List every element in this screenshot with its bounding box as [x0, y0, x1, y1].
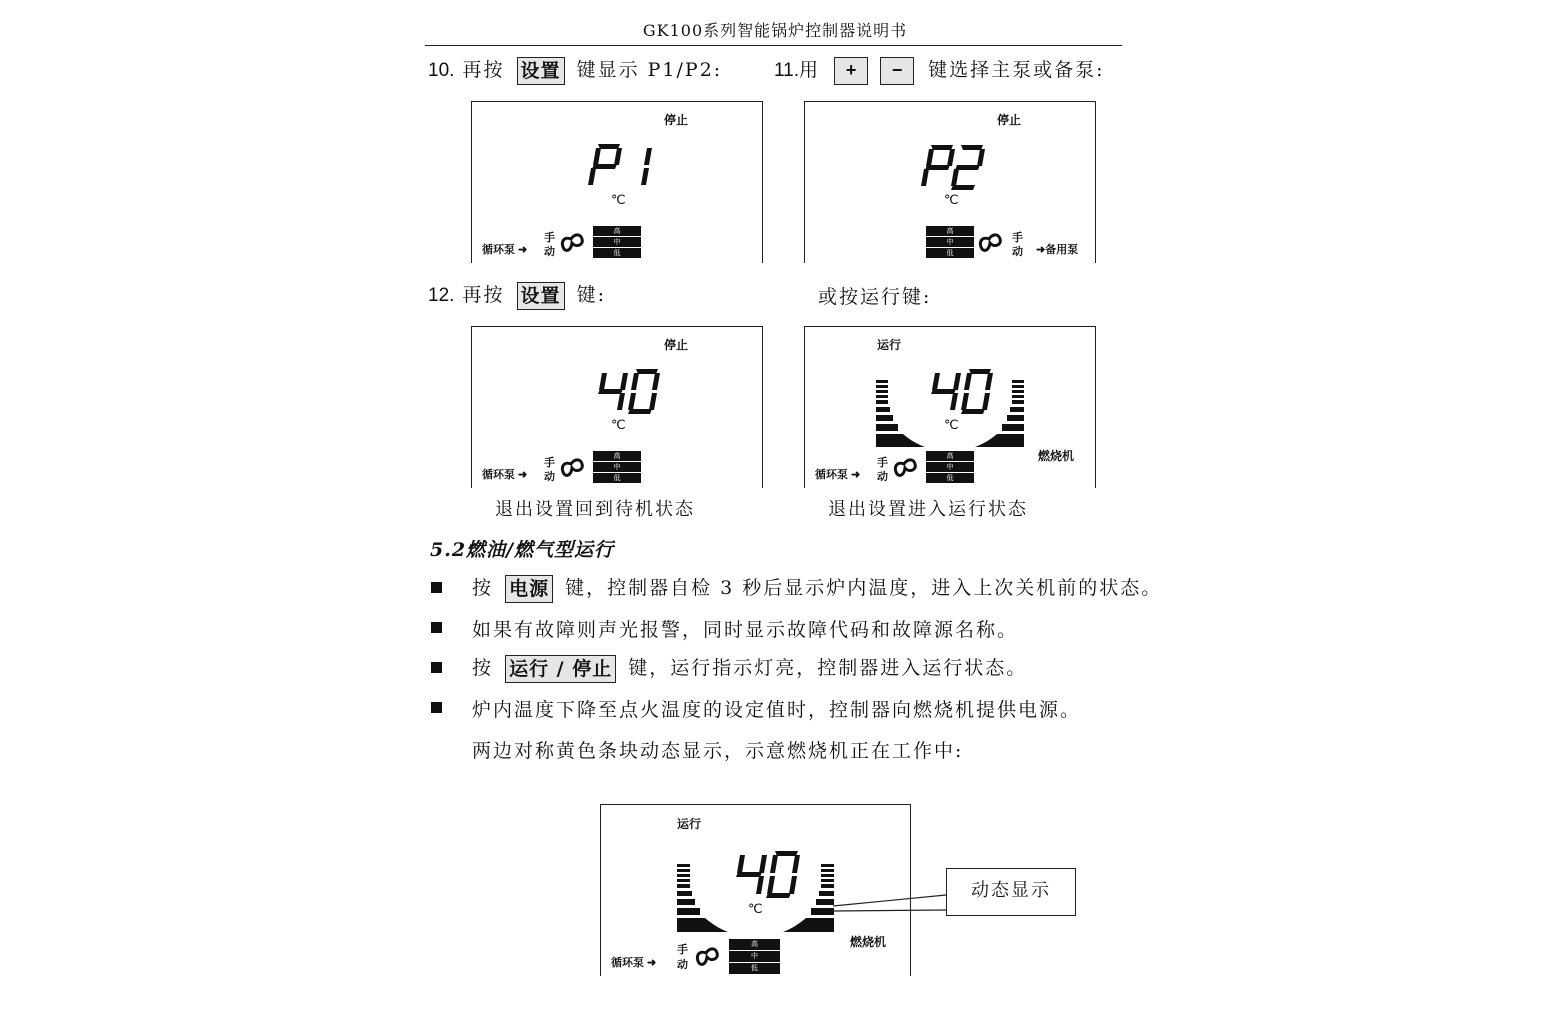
level-mid: 中 [593, 237, 641, 247]
lcd-stop-label: 停止 [997, 113, 1022, 127]
manual-label-1: 手 [544, 232, 555, 244]
run-stop-key-label: 运行 / 停止 [505, 655, 616, 683]
step-12-prefix: 再按 [462, 284, 505, 306]
level-mid: 中 [926, 462, 974, 472]
circulation-pump-label: 循环泵 ➜ [815, 469, 861, 481]
lcd-run-label: 运行 [677, 817, 702, 831]
level-high: 高 [729, 939, 780, 950]
level-low: 低 [926, 473, 974, 483]
manual-label-2: 动 [1012, 246, 1023, 258]
celsius-unit: ℃ [748, 901, 763, 916]
manual-label-1: 手 [677, 944, 688, 956]
bullet-4-continuation: 两边对称黄色条块动态显示，示意燃烧机正在工作中: [472, 740, 964, 762]
manual-label-1: 手 [1012, 232, 1023, 244]
step-12-number: 12. [428, 285, 455, 306]
celsius-unit: ℃ [944, 417, 959, 432]
power-key-label: 电源 [505, 575, 553, 603]
step-11-prefix: 用 [799, 59, 821, 81]
step-11-number: 11. [774, 60, 800, 81]
circulation-pump-label: 循环泵 ➜ [482, 244, 528, 256]
step-11-suffix: 键选择主泵或备泵: [928, 59, 1105, 81]
level-low: 低 [926, 248, 974, 258]
level-mid: 中 [729, 951, 780, 962]
step-12-alt: 或按运行键: [818, 286, 932, 308]
lcd-stop-label: 停止 [664, 338, 689, 352]
section-title: 5.2燃油/燃气型运行 [430, 539, 614, 561]
celsius-unit: ℃ [611, 417, 626, 432]
caption-standby: 退出设置回到待机状态 [495, 499, 695, 520]
step-10-suffix: 键显示 P1/P2: [576, 59, 723, 81]
manual-label-1: 手 [877, 457, 888, 469]
level-mid: 中 [926, 237, 974, 247]
lcd-run-label: 运行 [877, 338, 902, 352]
level-high: 高 [593, 451, 641, 461]
step-10-prefix: 再按 [462, 59, 505, 81]
minus-key-label: − [880, 57, 914, 85]
step-12-suffix: 键: [576, 284, 606, 306]
burner-label: 燃烧机 [1038, 449, 1075, 463]
circulation-pump-label: 循环泵 ➜ [482, 469, 528, 481]
level-low: 低 [593, 473, 641, 483]
level-high: 高 [926, 451, 974, 461]
document-header-title: GK100系列智能锅炉控制器说明书 [642, 21, 908, 40]
manual-label-2: 动 [544, 246, 555, 258]
plus-key-label: + [834, 57, 868, 85]
backup-pump-label: ➜备用泵 [1036, 244, 1079, 256]
bullet-1-prefix: 按 [472, 577, 494, 599]
level-high: 高 [926, 226, 974, 236]
manual-label-1: 手 [544, 457, 555, 469]
level-high: 高 [593, 226, 641, 236]
setting-key-label: 设置 [517, 57, 565, 85]
level-mid: 中 [593, 462, 641, 472]
bullet-3-prefix: 按 [472, 657, 494, 679]
level-low: 低 [593, 248, 641, 258]
bullet-1-text: 键，控制器自检 3 秒后显示炉内温度，进入上次关机前的状态。 [565, 577, 1163, 599]
manual-label-2: 动 [877, 471, 888, 483]
bullet-3-text: 键，运行指示灯亮，控制器进入运行状态。 [628, 657, 1028, 679]
manual-label-2: 动 [544, 471, 555, 483]
setting-key-label: 设置 [517, 282, 565, 310]
manual-label-2: 动 [677, 959, 688, 971]
celsius-unit: ℃ [944, 192, 959, 207]
burner-label: 燃烧机 [850, 935, 887, 949]
caption-running: 退出设置进入运行状态 [828, 499, 1028, 520]
lcd-stop-label: 停止 [664, 113, 689, 127]
level-low: 低 [729, 963, 780, 974]
celsius-unit: ℃ [611, 192, 626, 207]
dynamic-display-callout: 动态显示 [946, 868, 1076, 916]
bullet-4: 炉内温度下降至点火温度的设定值时，控制器向燃烧机提供电源。 [472, 699, 1082, 721]
step-10-number: 10. [428, 60, 455, 81]
bullet-2: 如果有故障则声光报警，同时显示故障代码和故障源名称。 [472, 619, 1019, 641]
circulation-pump-label: 循环泵 ➜ [611, 957, 657, 969]
